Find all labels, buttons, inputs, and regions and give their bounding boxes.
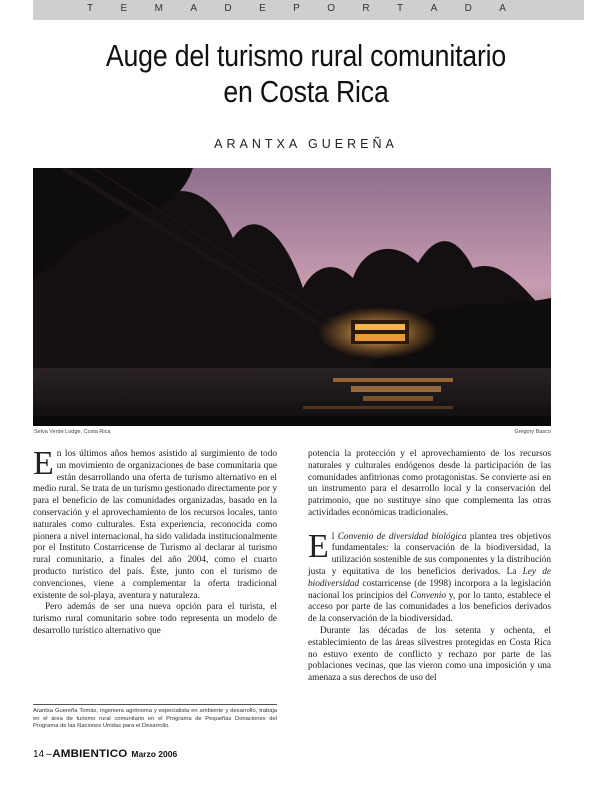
drop-cap: E	[308, 527, 329, 565]
paragraph: Durante las décadas de los setenta y ochenta, el establecimiento de las áreas silvestres protegidas en Costa Rica no estuvo exento de conflicto y rechazo por parte de las poblaciones vecinas, que las vieron como una imposición y una amenaza a sus derechos de uso del	[308, 625, 551, 684]
issue-date: Marzo 2006	[131, 749, 178, 759]
paragraph: potencia la protección y el aprovechamiento de los recursos naturales y culturales endógenos desde la participación de las comunidades anfitrionas como protagonistas. Se convierte así en un instrumento para el desarrollo local y la conservación del patrimonio, que no sustituye sino que complementa las otras actividades económicas tradicionales.	[308, 449, 551, 518]
paragraph: Pero además de ser una nueva opción para el turista, el turismo rural comunitario sobre todo representa un modelo de desarrollo turístico alternativo que	[33, 602, 277, 636]
lodge-photo	[33, 168, 551, 426]
section-letter: T	[397, 3, 404, 14]
paragraph-intro: En los últimos años hemos asistido al surgimiento de todo un movimiento de organizaciones de base comunitaria que están desarrollando una oferta de turismo alternativo en el medio rural. Se trata de un turismo gestionado directamente por y para el beneficio de las comunidades organizadas, basado en la conservación y el aprovechamiento de los recursos locales, tanto naturales como culturales. Esta experiencia, reconocida como pionera a nivel internacional, ha sido validada institucionalmente por el Instituto Costarricense de Turismo al declarar al turismo rural comunitario, a finales del año 2004, como el cuarto producto turístico del país. Éste, junto con el turismo de convenciones, viene a complementar la oferta tradicional existente de sol-playa, aventura y naturaleza.	[33, 445, 277, 601]
drop-cap: E	[33, 445, 54, 482]
title-line-2: en Costa Rica	[223, 74, 389, 109]
section-letter: O	[327, 3, 335, 14]
section-letter: M	[154, 3, 163, 14]
section-letter: A	[430, 3, 438, 14]
section-letter: D	[464, 3, 472, 14]
section-letter: R	[362, 3, 370, 14]
page-number: 14	[33, 748, 45, 760]
page-folio: 14 – AMBIENTICO Marzo 2006	[33, 748, 178, 760]
photo-caption-location: Selva Verde Lodge, Costa Rica	[34, 429, 111, 435]
section-letter: D	[224, 3, 232, 14]
section-letter: A	[499, 3, 506, 14]
section-letter: A	[190, 3, 198, 14]
section-band	[33, 0, 584, 20]
paragraph-convenio: El Convenio de diversidad biológica plantea tres objetivos fundamentales: la conservación de la biodiversidad, la utilización sostenible de sus componentes y la distribución justa y equitativa de los beneficios derivados. La Ley de biodiversidad costarricense (de 1998) incorpora a la legislación nacional los principios del Convenio y, por lo tanto, establece el acceso por parte de las comunidades a los beneficios derivados de la conservación de la biodiversidad.	[308, 527, 551, 625]
section-letter: P	[293, 3, 300, 14]
section-letter: T	[87, 3, 94, 14]
footnote-rule	[33, 704, 277, 705]
body-column-right	[308, 449, 551, 685]
magazine-logo: AMBIENTICO	[51, 748, 128, 760]
section-label	[33, 3, 584, 14]
body-column-left	[33, 445, 277, 638]
section-letter: E	[259, 3, 266, 14]
photo-credit: Gregory Basco	[514, 429, 551, 435]
author-byline: ARANTXA GUEREÑA	[214, 137, 398, 151]
article-title	[60, 38, 552, 110]
title-line-1: Auge del turismo rural comunitario	[105, 38, 507, 73]
author-footnote: Arantxa Guereña Tomás, ingeniera agrónoma y especialista en ambiente y desarrollo, trabaja en el área de turismo rural comunitario en el Programa de Pequeñas Donaciones del Programa de las Naciones Unidas para el Desarrollo.	[33, 708, 277, 730]
section-letter: E	[120, 3, 128, 14]
